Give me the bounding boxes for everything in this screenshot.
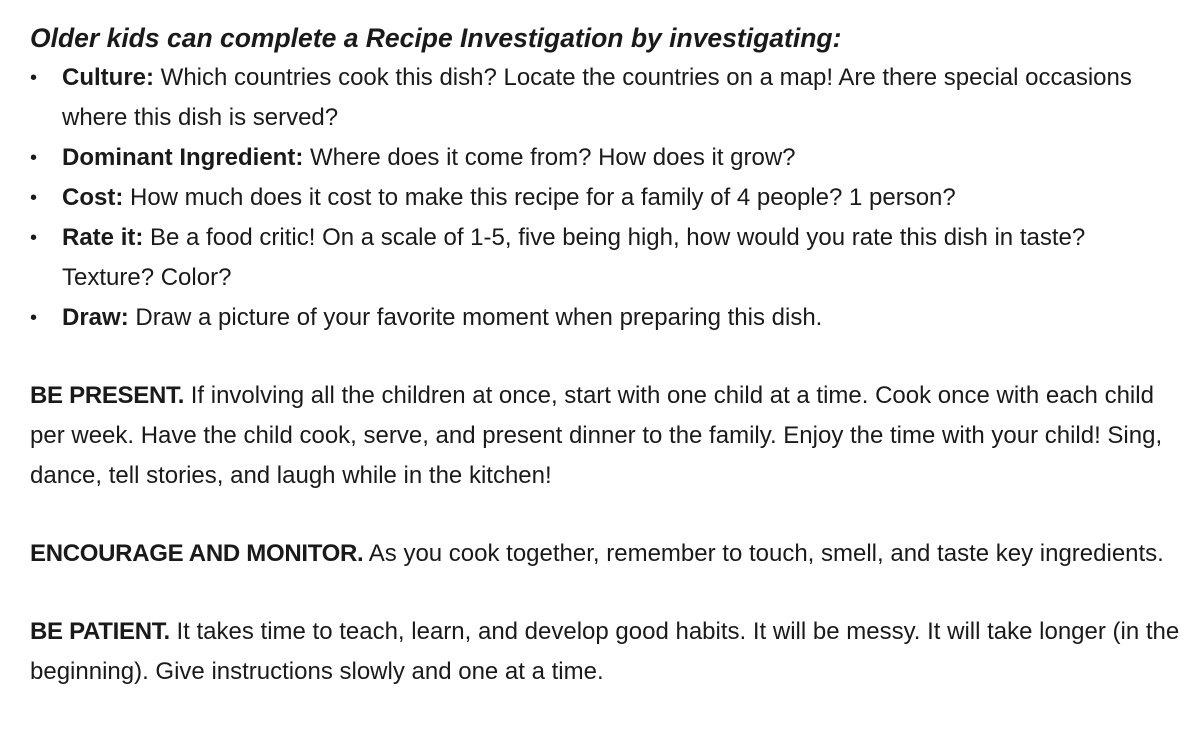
- list-item-term: Rate it:: [62, 224, 144, 251]
- bullet-icon: •: [30, 307, 38, 329]
- section-heading: BE PATIENT.: [30, 618, 170, 645]
- spacer: [30, 574, 1180, 612]
- investigation-list: [30, 58, 1180, 338]
- spacer: [30, 338, 1180, 376]
- list-item-culture: [30, 58, 1180, 138]
- document-page: [30, 18, 1180, 692]
- section-text: As you cook together, remember to touch, smell, and taste key ingredients.: [363, 540, 1164, 567]
- section-text: It takes time to teach, learn, and develop good habits. It will be messy. It will take longer (in the beginning). Give instructions slowly and one at a time.: [30, 618, 1180, 685]
- list-item-draw: [30, 298, 1180, 338]
- list-item-rate-it: [30, 218, 1180, 298]
- list-item-term: Draw:: [62, 304, 129, 331]
- list-item-text: Where does it come from? How does it grow?: [303, 144, 796, 171]
- list-item-term: Dominant Ingredient:: [62, 144, 304, 171]
- list-item-term: Cost:: [62, 184, 124, 211]
- section-heading: BE PRESENT.: [30, 382, 185, 409]
- list-item-text: Which countries cook this dish? Locate the countries on a map! Are there special occasions where this dish is served?: [62, 64, 1132, 131]
- section-be-present: [30, 376, 1180, 496]
- bullet-icon: •: [30, 187, 38, 209]
- list-item-cost: [30, 178, 1180, 218]
- intro-heading: Older kids can complete a Recipe Investigation by investigating:: [30, 23, 842, 53]
- bullet-icon: •: [30, 147, 38, 169]
- list-item-text: Be a food critic! On a scale of 1-5, five being high, how would you rate this dish in taste? Texture? Color?: [62, 224, 1086, 291]
- section-encourage-and-monitor: [30, 534, 1180, 574]
- list-item-text: How much does it cost to make this recipe for a family of 4 people? 1 person?: [123, 184, 956, 211]
- list-item-term: Culture:: [62, 64, 154, 91]
- section-heading: ENCOURAGE AND MONITOR.: [30, 540, 364, 567]
- list-item-dominant-ingredient: [30, 138, 1180, 178]
- bullet-icon: •: [30, 67, 38, 89]
- spacer: [30, 496, 1180, 534]
- bullet-icon: •: [30, 227, 38, 249]
- section-be-patient: [30, 612, 1180, 692]
- list-item-text: Draw a picture of your favorite moment when preparing this dish.: [128, 304, 823, 331]
- section-text: If involving all the children at once, start with one child at a time. Cook once with each child per week. Have the child cook, serve, and present dinner to the family. Enjoy the time with your child! Sing, dance, tell stories, and laugh while in the kitchen!: [30, 382, 1163, 489]
